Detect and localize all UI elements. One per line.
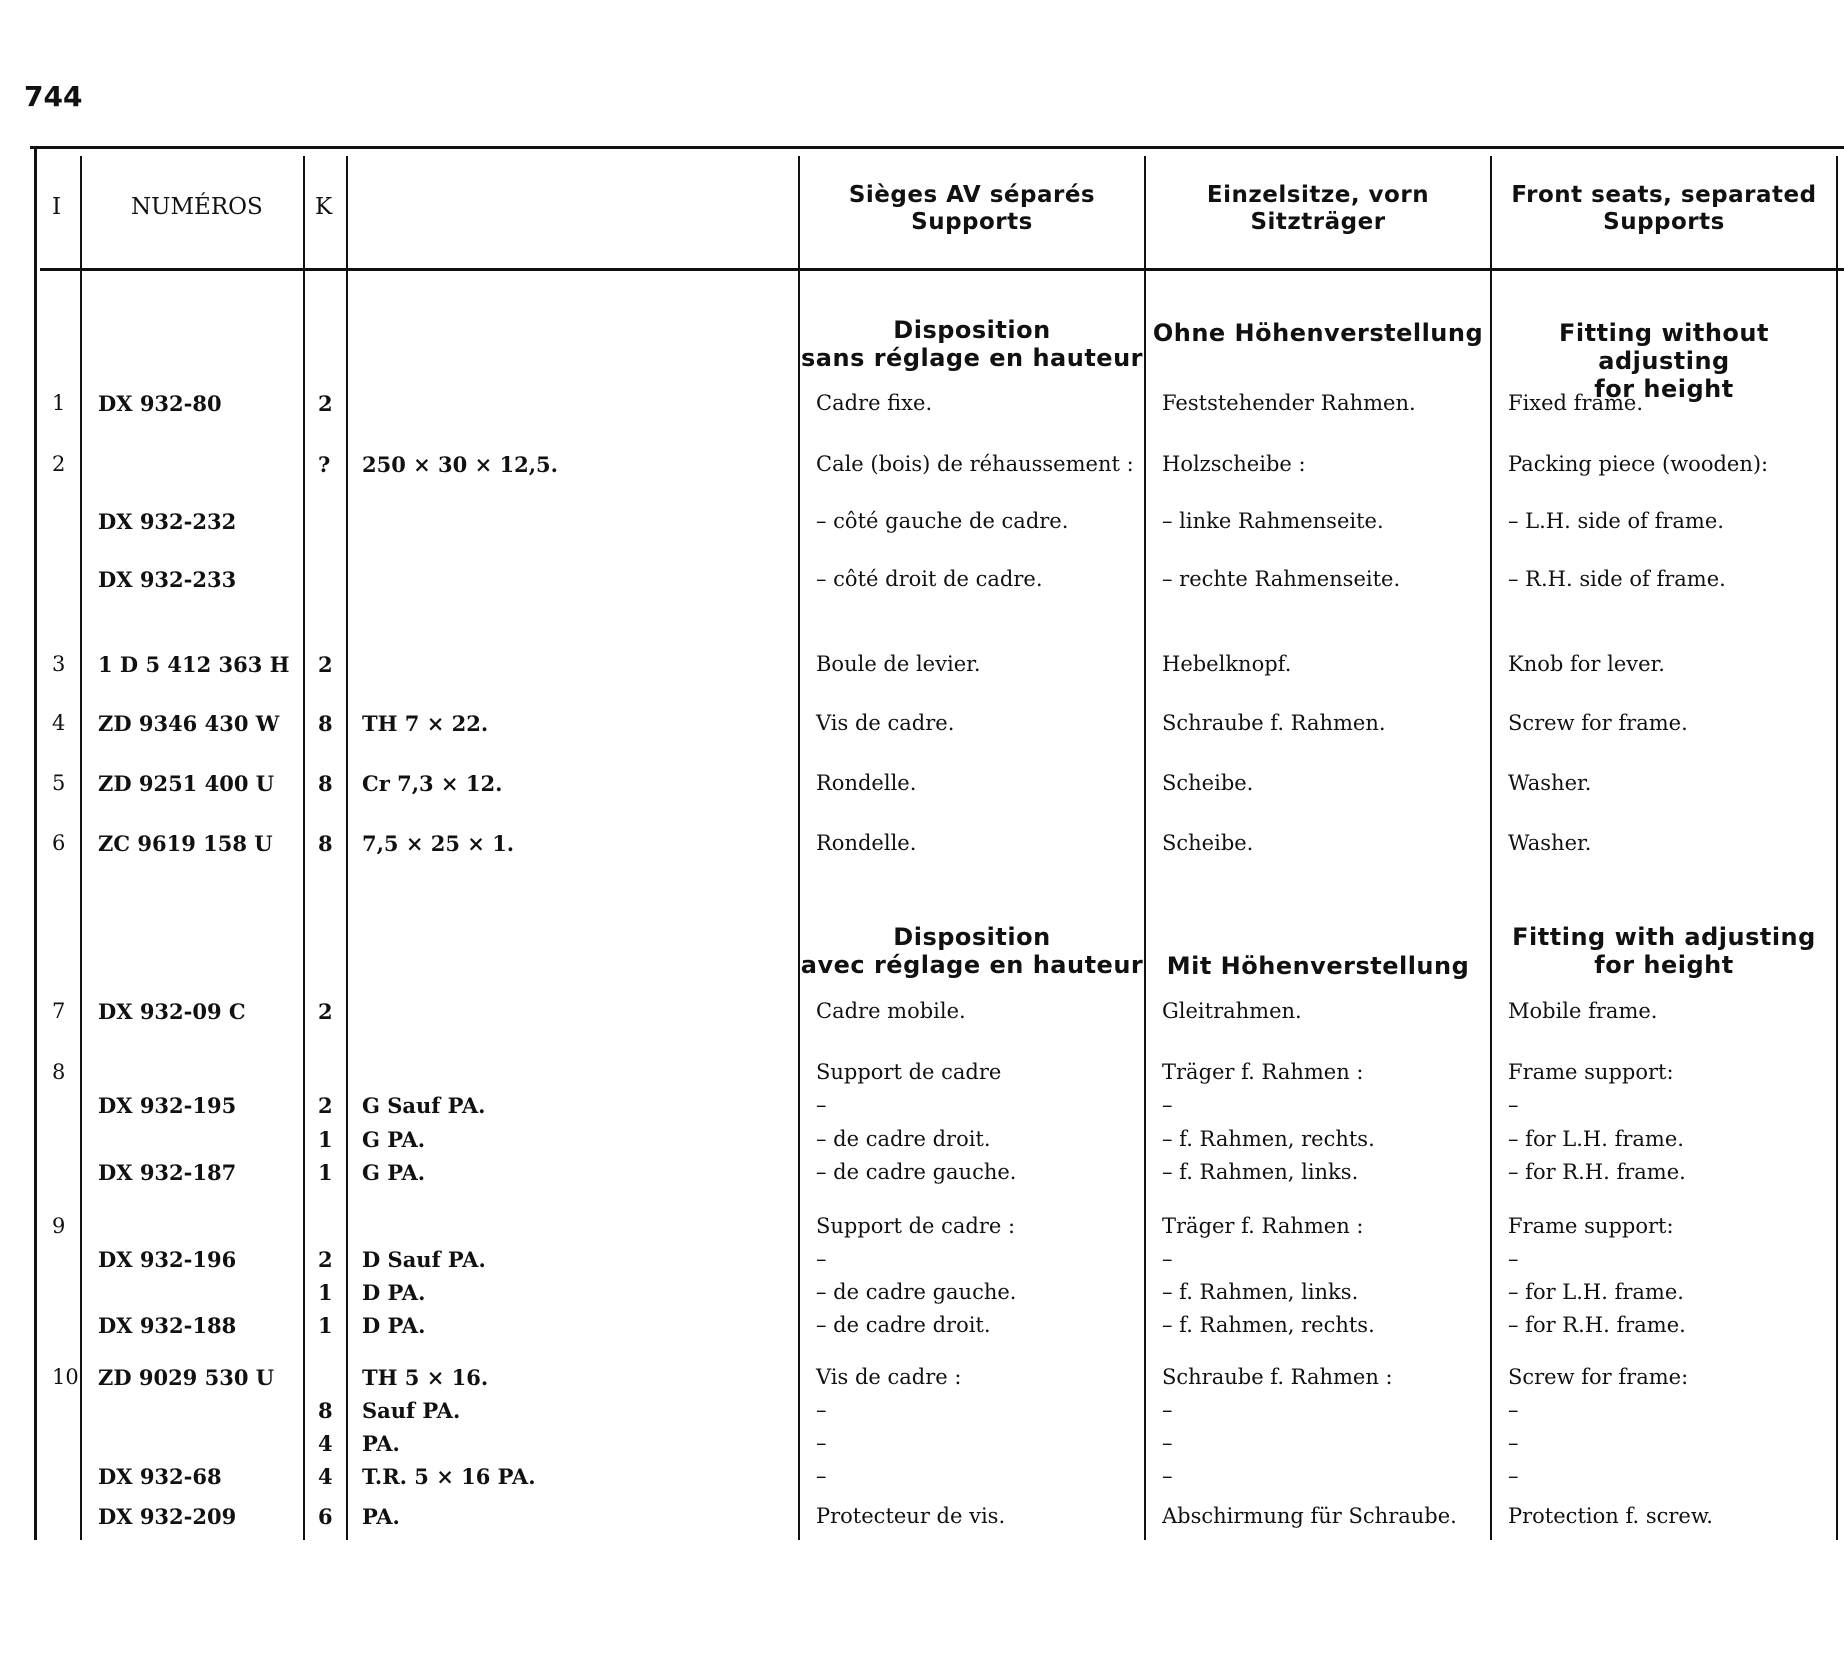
col-divider-3 <box>346 156 348 1540</box>
row-specification: TH 5 × 16. <box>362 1365 489 1390</box>
row-part-number: DX 932-68 <box>98 1464 222 1489</box>
row-index: 3 <box>52 652 66 676</box>
row-description-de: – f. Rahmen, rechts. <box>1162 1127 1375 1151</box>
section2-german: Mit Höhenverstellung <box>1166 952 1470 980</box>
section2-french: Disposition avec réglage en hauteur <box>800 923 1144 979</box>
row-description-fr: – de cadre droit. <box>816 1313 991 1337</box>
row-description-de: – <box>1162 1464 1173 1488</box>
row-description-fr: – de cadre gauche. <box>816 1280 1017 1304</box>
row-description-en: Frame support: <box>1508 1060 1674 1084</box>
row-description-fr: Support de cadre <box>816 1060 1002 1084</box>
row-description-de: Träger f. Rahmen : <box>1162 1214 1364 1238</box>
row-index: 8 <box>52 1060 66 1084</box>
row-quantity: 8 <box>318 1398 333 1423</box>
row-description-de: Hebelknopf. <box>1162 652 1292 676</box>
row-description-en: – <box>1508 1464 1519 1488</box>
row-part-number: DX 932-09 C <box>98 999 246 1024</box>
row-description-fr: – côté gauche de cadre. <box>816 509 1069 533</box>
table-right-border <box>1836 156 1838 1540</box>
row-description-en: – <box>1508 1398 1519 1422</box>
row-description-de: – f. Rahmen, links. <box>1162 1160 1359 1184</box>
row-index: 1 <box>52 391 66 415</box>
row-description-fr: Support de cadre : <box>816 1214 1016 1238</box>
row-index: 4 <box>52 711 66 735</box>
row-description-de: Scheibe. <box>1162 771 1254 795</box>
table-left-border <box>34 146 37 1540</box>
header-bottom-rule <box>40 268 1844 271</box>
row-quantity: 2 <box>318 1247 333 1272</box>
row-part-number: ZD 9251 400 U <box>98 771 275 796</box>
row-specification: Sauf PA. <box>362 1398 461 1423</box>
row-description-de: – rechte Rahmenseite. <box>1162 567 1401 591</box>
row-quantity: ? <box>318 452 331 477</box>
header-french: Sièges AV séparés Supports <box>848 182 1096 235</box>
row-description-fr: Cadre mobile. <box>816 999 966 1023</box>
row-part-number: ZD 9346 430 W <box>98 711 280 736</box>
row-description-en: Mobile frame. <box>1508 999 1658 1023</box>
row-specification: D PA. <box>362 1280 426 1305</box>
row-quantity: 2 <box>318 999 333 1024</box>
row-description-fr: – côté droit de cadre. <box>816 567 1043 591</box>
row-part-number: 1 D 5 412 363 H <box>98 652 290 677</box>
row-description-en: – <box>1508 1247 1519 1271</box>
row-description-en: Protection f. screw. <box>1508 1504 1713 1528</box>
row-part-number: DX 932-209 <box>98 1504 237 1529</box>
row-part-number: DX 932-187 <box>98 1160 237 1185</box>
row-description-en: Screw for frame. <box>1508 711 1688 735</box>
row-part-number: ZD 9029 530 U <box>98 1365 275 1390</box>
row-part-number: DX 932-233 <box>98 567 237 592</box>
row-index: 9 <box>52 1214 66 1238</box>
row-specification: 7,5 × 25 × 1. <box>362 831 515 856</box>
section1-french: Disposition sans réglage en hauteur <box>801 316 1143 372</box>
row-description-de: Träger f. Rahmen : <box>1162 1060 1364 1084</box>
row-specification: G Sauf PA. <box>362 1093 486 1118</box>
row-specification: D Sauf PA. <box>362 1247 486 1272</box>
row-description-de: – <box>1162 1247 1173 1271</box>
header-english: Front seats, separated Supports <box>1511 182 1817 235</box>
row-description-de: Schraube f. Rahmen. <box>1162 711 1386 735</box>
header-numbers: NUMÉROS <box>131 194 263 220</box>
row-specification: T.R. 5 × 16 PA. <box>362 1464 536 1489</box>
row-description-fr: – <box>816 1093 827 1117</box>
row-description-de: Feststehender Rahmen. <box>1162 391 1416 415</box>
row-description-fr: – <box>816 1398 827 1422</box>
row-part-number: DX 932-80 <box>98 391 222 416</box>
row-description-en: Washer. <box>1508 771 1592 795</box>
row-description-fr: Vis de cadre. <box>816 711 955 735</box>
row-specification: D PA. <box>362 1313 426 1338</box>
section1-german: Ohne Höhenverstellung <box>1152 319 1484 347</box>
row-quantity: 1 <box>318 1313 333 1338</box>
row-description-en: – for L.H. frame. <box>1508 1280 1684 1304</box>
col-divider-5 <box>1144 156 1146 1540</box>
row-description-en: Screw for frame: <box>1508 1365 1689 1389</box>
row-description-de: – f. Rahmen, links. <box>1162 1280 1359 1304</box>
row-description-fr: Cale (bois) de réhaussement : <box>816 452 1134 476</box>
row-description-de: Gleitrahmen. <box>1162 999 1302 1023</box>
row-description-de: – <box>1162 1398 1173 1422</box>
row-specification: G PA. <box>362 1160 426 1185</box>
row-description-de: Scheibe. <box>1162 831 1254 855</box>
row-description-fr: – de cadre gauche. <box>816 1160 1017 1184</box>
row-description-fr: Protecteur de vis. <box>816 1504 1006 1528</box>
table-top-rule <box>30 146 1844 149</box>
row-part-number: DX 932-232 <box>98 509 237 534</box>
col-divider-1 <box>80 156 82 1540</box>
row-part-number: ZC 9619 158 U <box>98 831 273 856</box>
row-description-fr: – <box>816 1247 827 1271</box>
row-specification: 250 × 30 × 12,5. <box>362 452 558 477</box>
row-index: 7 <box>52 999 66 1023</box>
row-quantity: 8 <box>318 711 333 736</box>
row-quantity: 2 <box>318 652 333 677</box>
row-description-fr: Cadre fixe. <box>816 391 933 415</box>
header-german: Einzelsitze, vorn Sitzträger <box>1206 182 1430 235</box>
row-specification: PA. <box>362 1504 400 1529</box>
row-description-de: – f. Rahmen, rechts. <box>1162 1313 1375 1337</box>
row-description-en: Washer. <box>1508 831 1592 855</box>
row-description-fr: Rondelle. <box>816 831 917 855</box>
row-quantity: 4 <box>318 1431 333 1456</box>
header-k: K <box>315 194 333 220</box>
row-quantity: 8 <box>318 831 333 856</box>
row-quantity: 1 <box>318 1127 333 1152</box>
row-description-de: – <box>1162 1093 1173 1117</box>
row-quantity: 2 <box>318 1093 333 1118</box>
row-quantity: 8 <box>318 771 333 796</box>
row-description-fr: Rondelle. <box>816 771 917 795</box>
row-description-de: Schraube f. Rahmen : <box>1162 1365 1393 1389</box>
row-index: 2 <box>52 452 66 476</box>
row-index: 10 <box>52 1365 79 1389</box>
row-description-de: – linke Rahmenseite. <box>1162 509 1384 533</box>
row-part-number: DX 932-188 <box>98 1313 237 1338</box>
row-description-en: – R.H. side of frame. <box>1508 567 1726 591</box>
row-description-en: Packing piece (wooden): <box>1508 452 1769 476</box>
row-quantity: 1 <box>318 1280 333 1305</box>
row-index: 5 <box>52 771 66 795</box>
row-description-fr: Vis de cadre : <box>816 1365 962 1389</box>
row-specification: TH 7 × 22. <box>362 711 489 736</box>
row-specification: Cr 7,3 × 12. <box>362 771 503 796</box>
row-description-de: Abschirmung für Schraube. <box>1162 1504 1457 1528</box>
row-description-de: Holzscheibe : <box>1162 452 1306 476</box>
row-description-en: Knob for lever. <box>1508 652 1665 676</box>
row-quantity: 4 <box>318 1464 333 1489</box>
row-description-en: – <box>1508 1431 1519 1455</box>
col-divider-2 <box>303 156 305 1540</box>
row-part-number: DX 932-195 <box>98 1093 237 1118</box>
section2-english: Fitting with adjusting for height <box>1512 923 1816 979</box>
row-description-en: – for R.H. frame. <box>1508 1313 1686 1337</box>
row-quantity: 6 <box>318 1504 333 1529</box>
row-specification: PA. <box>362 1431 400 1456</box>
row-description-en: – <box>1508 1093 1519 1117</box>
row-description-en: – for R.H. frame. <box>1508 1160 1686 1184</box>
header-index: I <box>52 194 62 220</box>
row-index: 6 <box>52 831 66 855</box>
row-description-de: – <box>1162 1431 1173 1455</box>
row-quantity: 2 <box>318 391 333 416</box>
row-description-fr: – <box>816 1464 827 1488</box>
row-description-en: – L.H. side of frame. <box>1508 509 1724 533</box>
row-description-fr: Boule de levier. <box>816 652 981 676</box>
row-description-en: – for L.H. frame. <box>1508 1127 1684 1151</box>
page-number: 744 <box>24 80 83 113</box>
row-description-fr: – de cadre droit. <box>816 1127 991 1151</box>
row-specification: G PA. <box>362 1127 426 1152</box>
section1-english: Fitting without adjusting for height <box>1559 319 1769 403</box>
row-description-fr: – <box>816 1431 827 1455</box>
row-description-en: Fixed frame. <box>1508 391 1644 415</box>
row-part-number: DX 932-196 <box>98 1247 237 1272</box>
row-quantity: 1 <box>318 1160 333 1185</box>
row-description-en: Frame support: <box>1508 1214 1674 1238</box>
